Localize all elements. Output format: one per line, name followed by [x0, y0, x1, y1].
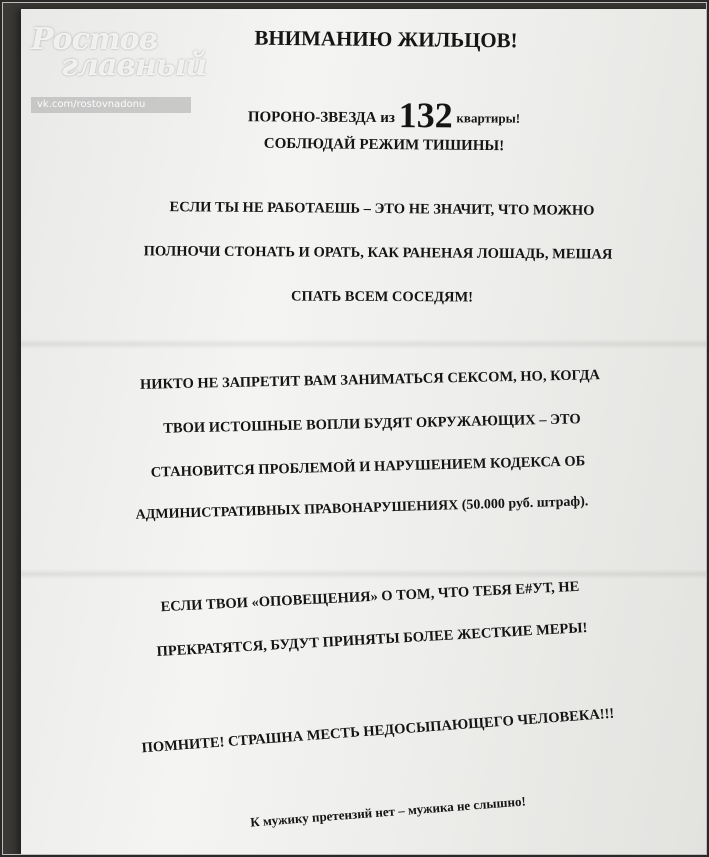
notice-title: ВНИМАНИЮ ЖИЛЬЦОВ! [254, 25, 518, 53]
paragraph1-line: ЕСЛИ ТЫ НЕ РАБОТАЕШЬ – ЭТО НЕ ЗНАЧИТ, ЧТО МОЖНО [169, 199, 595, 219]
address-suffix: квартиры! [456, 110, 521, 126]
paragraph2-line: СТАНОВИТСЯ ПРОБЛЕМОЙ И НАРУШЕНИЕМ КОДЕКСА ОБ [150, 453, 586, 481]
paragraph3-line: ПРЕКРАТЯТСЯ, БУДУТ ПРИНЯТЫ БОЛЕЕ ЖЕСТКИЕ МЕРЫ! [156, 619, 588, 661]
watermark-source: vk.com/rostovnadonu [31, 97, 191, 113]
notice-subtitle: СОБЛЮДАЙ РЕЖИМ ТИШИНЫ! [263, 135, 505, 155]
watermark-logo [31, 22, 207, 125]
photo-frame [2, 2, 707, 855]
address-prefix: ПОРОНО-ЗВЕЗДА из [247, 109, 395, 127]
paragraph3-line: ЕСЛИ ТВОИ «ОПОВЕЩЕНИЯ» О ТОМ, ЧТО ТЕБЯ Е#УТ, НЕ [160, 578, 580, 616]
paragraph1-line: ПОЛНОЧИ СТОНАТЬ И ОРАТЬ, КАК РАНЕНАЯ ЛОШАДЬ, МЕШАЯ [143, 243, 613, 263]
paragraph2-line: АДМИНИСТРАТИВНЫХ ПРАВОНАРУШЕНИЯХ (50.000 руб. штраф). [135, 494, 589, 523]
paper-fold [21, 339, 707, 349]
paragraph2-line: ТВОИ ИСТОШНЫЕ ВОПЛИ БУДЯТ ОКРУЖАЮЩИХ – ЭТО [163, 411, 581, 437]
watermark-line1: Ростов [31, 22, 158, 57]
watermark-line2: главный [61, 48, 207, 83]
paragraph1-line: СПАТЬ ВСЕМ СОСЕДЯМ! [290, 288, 474, 306]
apartment-number: 132 [398, 95, 453, 136]
paragraph2-line: НИКТО НЕ ЗАПРЕТИТ ВАМ ЗАНИМАТЬСЯ СЕКСОМ, НО, КОГДА [139, 367, 601, 393]
notice-paper [21, 9, 707, 855]
footer-line: К мужику претензий нет – мужика не слышно! [249, 793, 527, 830]
warning-line: ПОМНИТЕ! СТРАШНА МЕСТЬ НЕДОСЫПАЮЩЕГО ЧЕЛОВЕКА!!! [141, 705, 615, 757]
